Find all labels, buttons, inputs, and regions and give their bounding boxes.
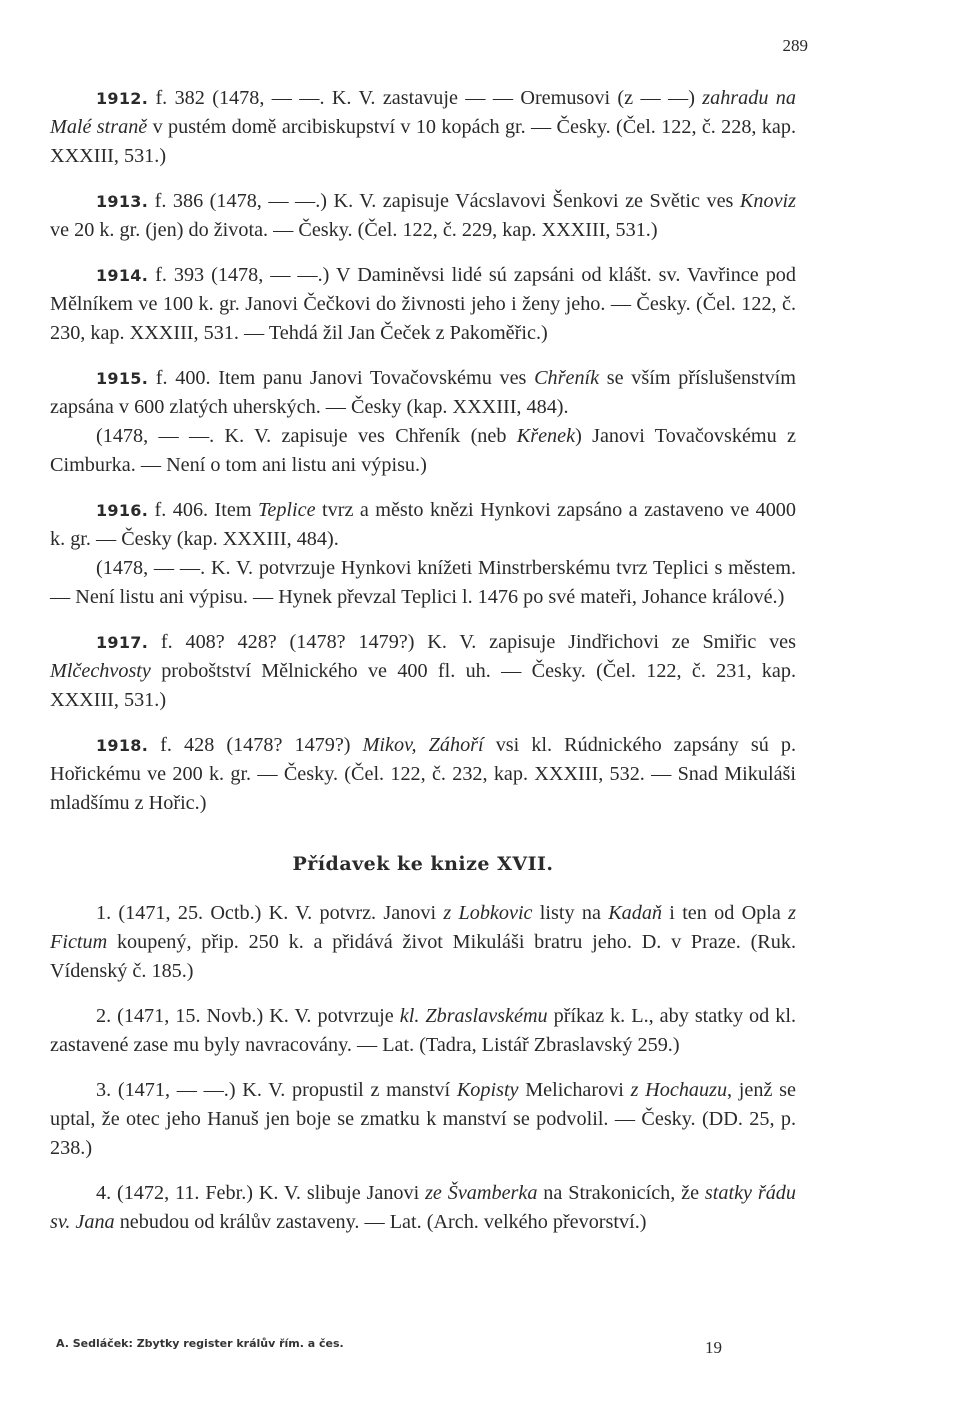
text-run: , jenž se uptal, že otec jeho Hanuš jen boje se zmatku k manství se podvolil. — Česky. (DD. 25, p. 238.) [50, 1079, 796, 1159]
entry-number: 1915. [96, 369, 149, 388]
text-run: v pustém domě arcibiskupství v 10 kopách gr. — Česky. (Čel. 122, č. 228, kap. XXXIII, 531.) [50, 116, 796, 167]
document-body [50, 84, 796, 1253]
entry-number: 1917. [96, 633, 149, 652]
text-run: f. 393 (1478, — —.) V Daminěvsi lidé sú zapsáni od klášt. sv. Vavřince pod Mělníkem ve 100 k. gr. Janovi Čečkovi do živnosti jeho i ženy jeho. — Česky. (Čel. 122, č. 230, kap. XXXIII, 531. — Tehdá žil Jan Čeček z Pakoměřic.) [50, 264, 796, 344]
entry-note [50, 422, 796, 480]
text-run: (1478, — —. K. V. zapisuje ves Chřeník (neb [96, 425, 517, 447]
text-run: f. 400. Item panu Janovi Tovačovskému ves [148, 367, 535, 389]
entry-note [50, 554, 796, 612]
text-run: na Strakonicích, že [537, 1182, 705, 1204]
text-run: koupený, přip. 250 k. a přidává život Mikuláši bratru jeho. D. v Praze. (Ruk. Vídenský č. 185.) [50, 931, 796, 982]
italic-name: statky řádu sv. Jana [50, 1182, 796, 1233]
register-entry [50, 496, 796, 612]
italic-name: kl. Zbraslavskému [399, 1005, 548, 1027]
appendix-entry [50, 899, 796, 986]
italic-name: Knoviz [739, 190, 796, 212]
register-entry [50, 628, 796, 715]
italic-name: ze Švamberka [425, 1182, 538, 1204]
italic-name: Křenek [516, 425, 576, 447]
italic-name: z Hochauzu [630, 1079, 728, 1101]
text-run: f. 382 (1478, — —. K. V. zastavuje — — Oremusovi (z — —) [148, 87, 703, 109]
text-run: příkaz k. L., aby statky od kl. zastavené zase mu byly navracovány. — Lat. (Tadra, Listář Zbraslavský 259.) [50, 1005, 797, 1056]
italic-name: Mlčechvosty [50, 660, 151, 682]
entry-number: 1916. [96, 501, 149, 520]
appendix-entry [50, 1076, 796, 1163]
appendix-entry [50, 1179, 796, 1237]
register-entry [50, 84, 796, 171]
text-run: f. 428 (1478? 1479?) [148, 734, 363, 756]
text-run: f. 386 (1478, — —.) K. V. zapisuje Vácslavovi Šenkovi ze Světic ves [148, 190, 740, 212]
appendix-entries [50, 899, 796, 1237]
appendix-entry [50, 1002, 796, 1060]
italic-name: z Lobkovic [443, 902, 533, 924]
text-run: vsi kl. Rúdnického zapsány sú p. Hořickému ve 200 k. gr. — Česky. (Čel. 122, č. 232, kap. XXXIII, 532. — Snad Mikuláši mladšímu z Hořic.) [50, 734, 796, 814]
italic-name: Mikov, Záhoří [362, 734, 484, 756]
section-title: Přídavek ke knize XVII. [292, 853, 554, 875]
text-run: nebudou od králův zastaveny. — Lat. (Arch. velkého převorství.) [114, 1211, 647, 1233]
text-run: proboštství Mělnického ve 400 fl. uh. — Česky. (Čel. 122, č. 231, kap. XXXIII, 531.) [50, 660, 796, 711]
register-entry [50, 261, 796, 348]
entry-number: 1914. [96, 266, 149, 285]
text-run: f. 408? 428? (1478? 1479?) K. V. zapisuje Jindřichovi ze Smiřic ves [148, 631, 796, 653]
text-run: ve 20 k. gr. (jen) do života. — Česky. (Čel. 122, č. 229, kap. XXXIII, 531.) [50, 219, 658, 241]
footer-sheet-number: 19 [705, 1338, 722, 1357]
italic-name: Kopisty [456, 1079, 519, 1101]
register-entry [50, 187, 796, 245]
text-run: i ten od Opla [662, 902, 789, 924]
text-run: 1. (1471, 25. Octb.) K. V. potvrz. Janovi [96, 902, 444, 924]
text-run: tvrz a město knězi Hynkovi zapsáno a zastaveno ve 4000 k. gr. — Česky (kap. XXXIII, 484). [50, 499, 796, 550]
text-run: 3. (1471, — —.) K. V. propustil z manství [96, 1079, 457, 1101]
italic-name: Chřeník [534, 367, 600, 389]
register-entry [50, 364, 796, 480]
italic-name: Kadaň [608, 902, 663, 924]
italic-name: Teplice [258, 499, 316, 521]
entry-number: 1912. [96, 89, 149, 108]
register-entry [50, 731, 796, 818]
page-number: 289 [782, 36, 808, 55]
text-run: listy na [532, 902, 609, 924]
entry-number: 1918. [96, 736, 149, 755]
italic-name: zahradu na Malé straně [50, 87, 796, 138]
text-run: (1478, — —. K. V. potvrzuje Hynkovi knížeti Minstrberskému tvrz Teplici s městem. — Není listu ani výpisu. — Hynek převzal Teplici l. 1476 po své mateři, Johance králové.) [50, 557, 796, 608]
text-run: 2. (1471, 15. Novb.) K. V. potvrzuje [96, 1005, 400, 1027]
text-run: 4. (1472, 11. Febr.) K. V. slibuje Janovi [96, 1182, 426, 1204]
text-run: ) Janovi Tovačovskému z Cimburka. — Není o tom ani listu ani výpisu.) [50, 425, 796, 476]
footer-author-line: A. Sedláček: Zbytky register králův řím. a čes. [56, 1337, 344, 1350]
entry-number: 1913. [96, 192, 149, 211]
italic-name: z Fictum [50, 902, 796, 953]
text-run: Melicharovi [518, 1079, 631, 1101]
text-run: f. 406. Item [148, 499, 258, 521]
text-run: se vším příslušenstvím zapsána v 600 zlatých uherských. — Česky (kap. XXXIII, 484). [50, 367, 796, 418]
register-entries [50, 84, 796, 818]
